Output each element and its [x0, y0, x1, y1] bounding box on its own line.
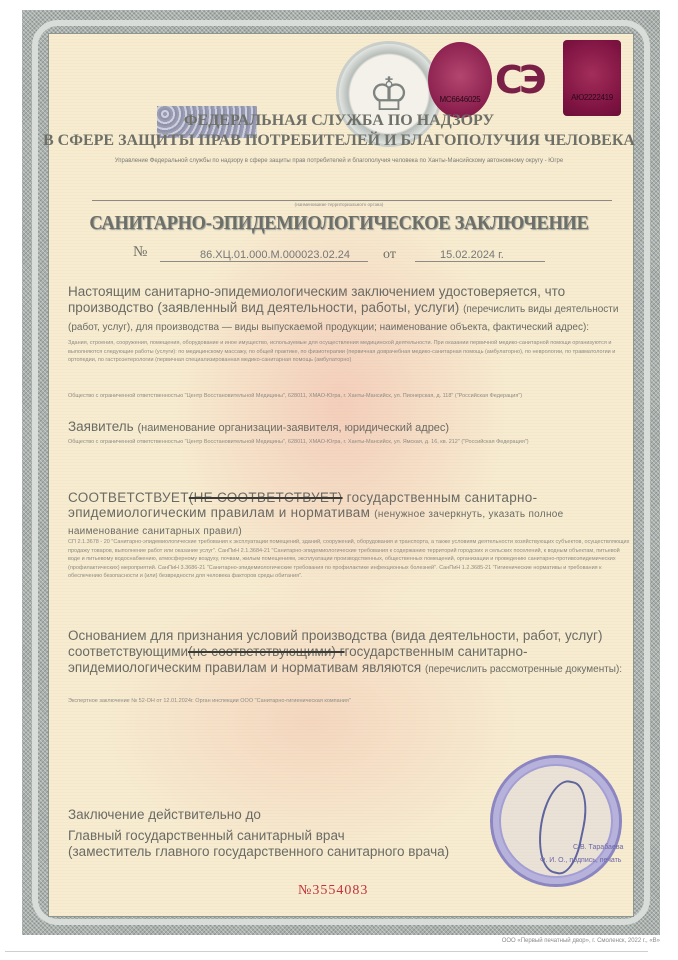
- hologram-left-number: МС6646025: [439, 95, 481, 104]
- basis-paragraph: [68, 628, 630, 678]
- basis-struck: (не соответствующими) г: [188, 644, 345, 659]
- basis-text-2: государственным санитарно-эпидемиологическим правилам и нормативам являются: [68, 644, 528, 675]
- compliance-status: СООТВЕТСТВУЕТ: [68, 490, 189, 505]
- basis-hint: (перечислить рассмотренные документы):: [424, 664, 623, 675]
- object-address: Общество с ограниченной ответственностью "Центр Восстановительной Медицины", 628011, ХМАО-Югра, г. Ханты-Мансийск, ул. Пионерская, д. 118" ("Российская Федерация"): [68, 393, 523, 399]
- certify-text: Настоящим санитарно-эпидемиологическим заключением удостоверяется, что производство (заявленный вид деятельности, работы, услуги): [68, 284, 566, 315]
- certify-paragraph: [68, 284, 630, 336]
- date-label: от: [383, 247, 396, 262]
- compliance-text: государственным санитарно-эпидемиологическим правилам и нормативам: [68, 490, 538, 520]
- divider: [92, 200, 612, 201]
- certify-hint: (перечислить виды деятельности (работ, услуг), для производства — виды выпускаемой продукции; наименование объекта, фактический адрес):: [68, 304, 619, 333]
- serial-number: №3554083: [298, 883, 369, 898]
- coat-of-arms-icon: ♔: [368, 67, 410, 121]
- number-label: №: [133, 244, 148, 260]
- agency-name-line-1: ФЕДЕРАЛЬНАЯ СЛУЖБА ПО НАДЗОРУ: [183, 112, 495, 129]
- compliance-paragraph: [68, 490, 630, 539]
- signatory-title-line-2: (заместитель главного государственного санитарного врача): [68, 844, 450, 859]
- territorial-department: Управление Федеральной службы по надзору в сфере защиты прав потребителей и благополучия человека по Ханты-Мансийскому автономному округу - Югре: [114, 158, 564, 164]
- basis-documents: Экспертное заключение № 52-ОН от 12.01.2024г. Орган инспекции ООО "Санитарно-гигиеническая компания": [68, 698, 351, 704]
- activity-description: Здания, строения, сооружения, помещения, оборудование и иное имущество, используемые для осуществления медицинской деятельности. При оказании первичной медико-санитарной помощи организуются и выполняются следующие работы (услуги): по медицинскому массажу, по общей практике, по физиотерапии (первичная доврачебная медико-санитарная помощь (амбулаторно), по неврологии, по травматологии и ортопедии, по гастроэнтерологии (первичная специализированная медико-санитарная помощь (амбулаторно): [68, 340, 616, 363]
- hologram-circle: [428, 42, 492, 118]
- number-underline: [160, 261, 368, 262]
- date-underline: [415, 261, 545, 262]
- compliance-struck: (НЕ СООТВЕТСТВУЕТ): [188, 490, 343, 505]
- conclusion-date: 15.02.2024 г.: [440, 249, 504, 261]
- applicant-hint: (наименование организации-заявителя, юридический адрес): [137, 422, 450, 434]
- basis-text-1: Основанием для признания условий производства (вида деятельности, работ, услуг) соответствующими: [68, 628, 603, 659]
- hologram-square: [563, 40, 621, 116]
- hologram-right-number: АЮ2222419: [571, 93, 613, 102]
- conclusion-number: 86.ХЦ.01.000.М.000023.02.24: [200, 249, 351, 261]
- signature-caption: Ф. И. О., подпись, печать: [540, 857, 622, 864]
- signatory-title-line-1: Главный государственный санитарный врач: [68, 828, 345, 843]
- department-caption: (наименование территориального органа): [294, 203, 384, 208]
- applicant-heading: [68, 419, 630, 436]
- signatory-title: [68, 828, 488, 860]
- signatory-name: С.В. Тарабаева: [573, 844, 624, 851]
- valid-until-label: Заключение действительно до: [68, 807, 261, 822]
- printer-imprint: ООО «Первый печатный двор», г. Смоленск, 2022 г., «В»: [501, 938, 660, 944]
- compliance-hint: (ненужное зачеркнуть, указать полное наименование санитарных правил): [68, 509, 564, 537]
- se-logo-icon: СЭ: [495, 58, 543, 102]
- agency-name-line-2: В СФЕРЕ ЗАЩИТЫ ПРАВ ПОТРЕБИТЕЛЕЙ И БЛАГОПОЛУЧИЯ ЧЕЛОВЕКА: [43, 132, 635, 149]
- page-title: САНИТАРНО-ЭПИДЕМИОЛОГИЧЕСКОЕ ЗАКЛЮЧЕНИЕ: [89, 212, 589, 234]
- applicant-label: Заявитель: [68, 419, 134, 434]
- applicant-value: Общество с ограниченной ответственностью "Центр Восстановительной Медицины", 628011, ХМАО-Югра, г. Ханты-Мансийск, ул. Ямская, д. 16, кв. 212" ("Российская Федерация"): [68, 439, 529, 445]
- sanitary-rules: СП 2.1.3678 - 20 "Санитарно-эпидемиологические требования к эксплуатации помещений, зданий, сооружений, оборудования и транспорта, а также условиям деятельности хозяйствующих субъектов, осуществляющих продажу товаров, выполнение работ или оказание услуг". СанПиН 2.1.3684-21 "Санитарно-эпидемиологические требования к содержанию территорий городских и сельских поселений, к водным объектам, питьевой воде и питьевому водоснабжению, атмосферному воздуху, почвам, жилым помещениям, эксплуатации производственных, общественных помещений, организации и проведению санитарно-противоэпидемических (профилактических) мероприятий. СанПиН 3.3686-21 "Санитарно-эпидемиологические требования по профилактике инфекционных болезней". СанПиН 1.2.3685-21 "Гигиенические нормативы и требования к обеспечению безопасности и (или) безвредности для человека факторов среды обитания".: [68, 539, 630, 579]
- scan-edge: [5, 951, 648, 952]
